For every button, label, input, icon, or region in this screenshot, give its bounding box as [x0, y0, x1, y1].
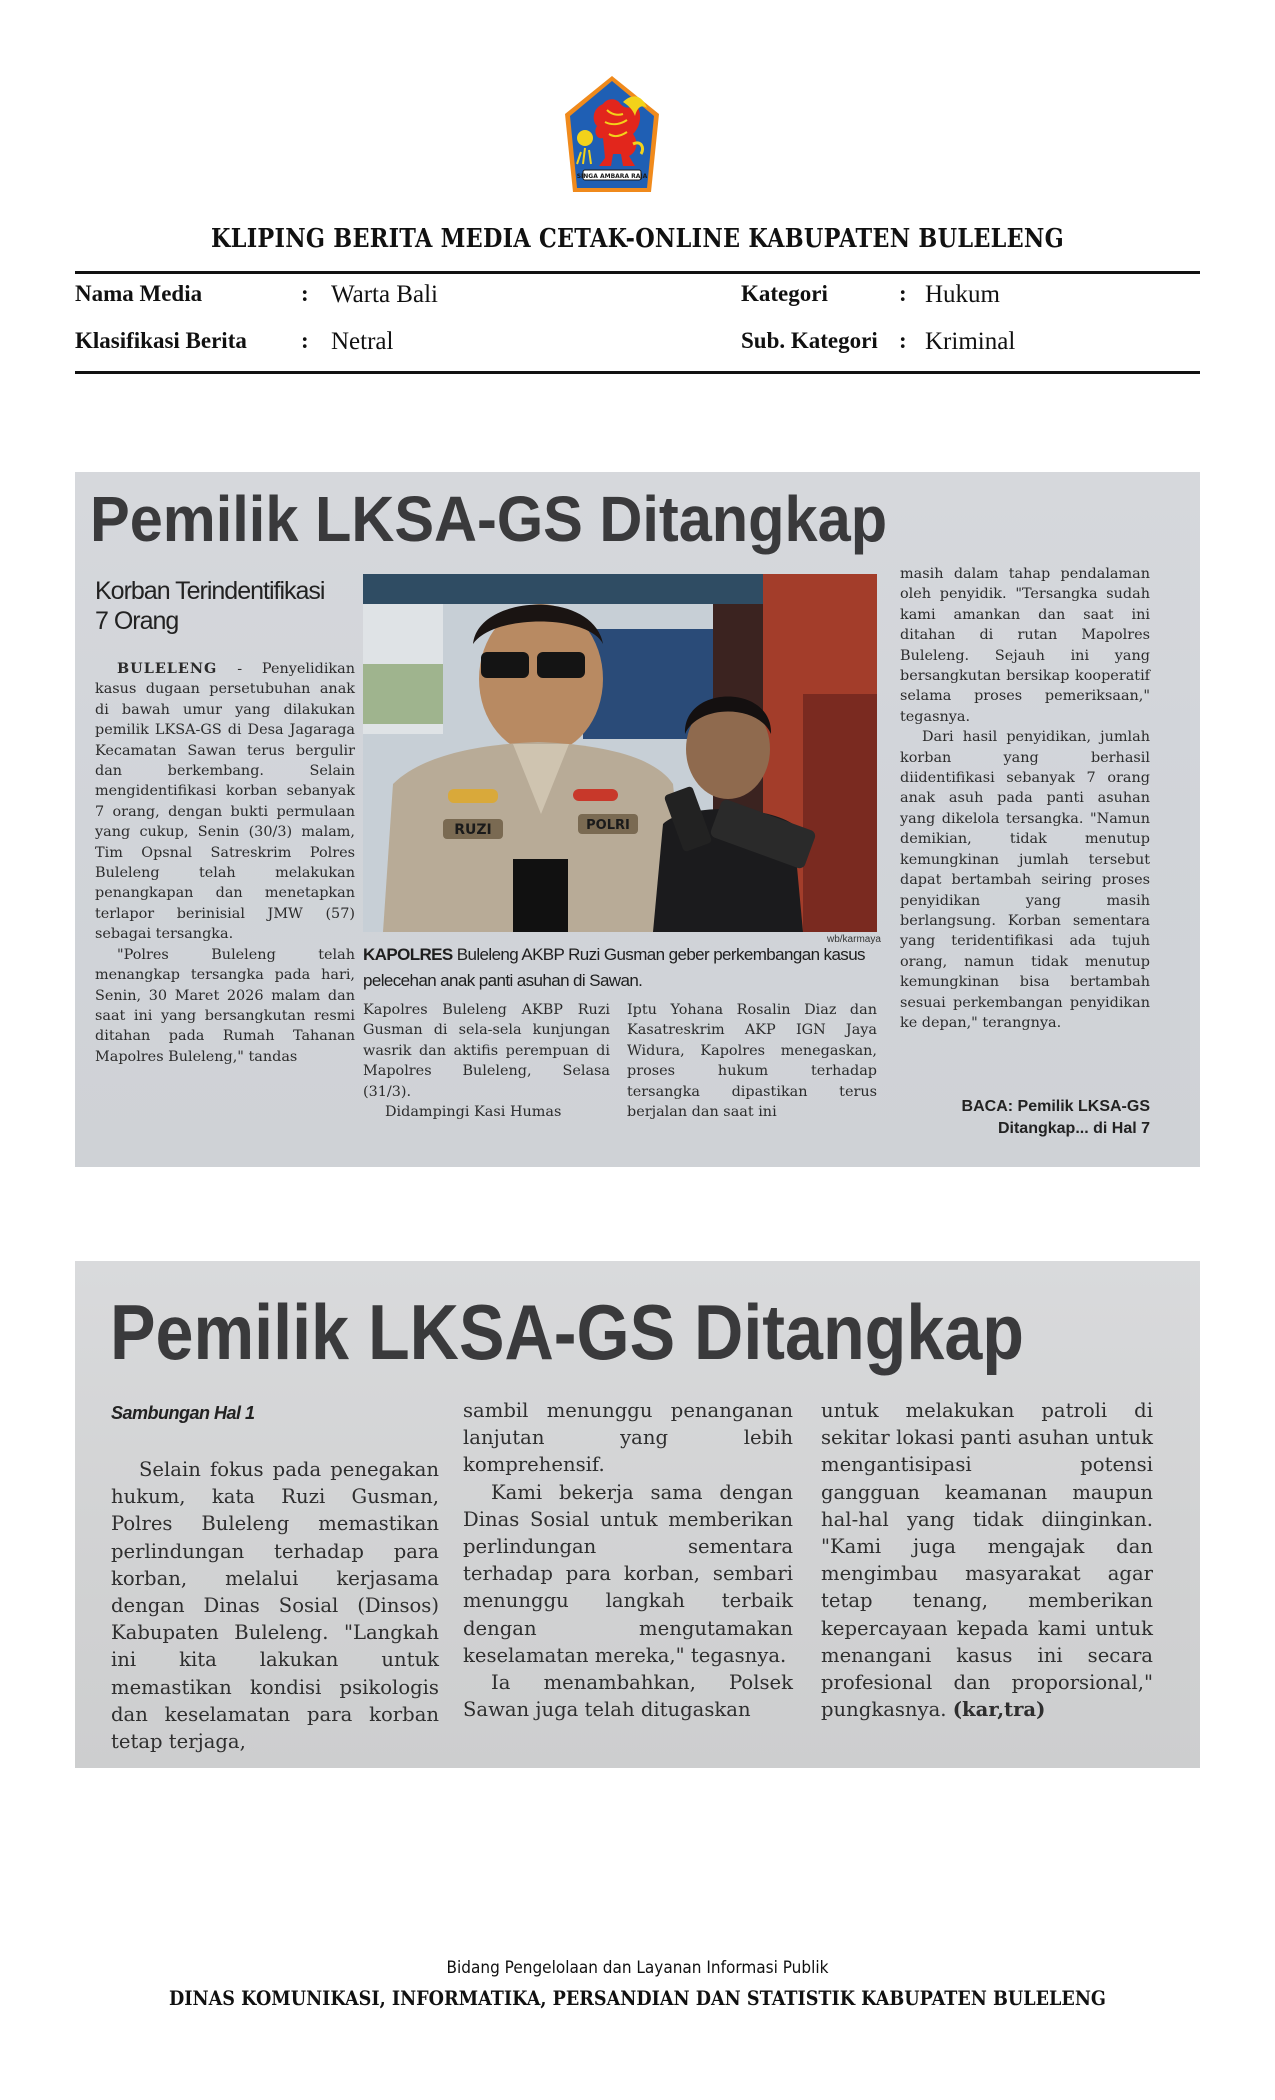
paragraph: "Polres Buleleng telah menangkap tersangka pada hari, Senin, 30 Maret 2026 malam dan saat ini yang bersangkutan resmi ditahan pada Rumah Tahanan Mapolres Buleleng," tandas	[95, 946, 355, 1065]
article-column-4	[900, 564, 1150, 1033]
caption-text: Buleleng AKBP Ruzi Gusman geber perkembangan kasus pelecehan anak panti asuhan di Sawan.	[363, 945, 865, 990]
field-label-sub-kategori: Sub. Kategori	[741, 328, 878, 353]
field-colon: :	[301, 281, 309, 306]
paragraph: - Penyelidikan kasus dugaan persetubuhan anak di bawah umur yang dilakukan pemilik LKSA-GS di Desa Jagaraga Kecamatan Sawan terus bergulir dan berkembang. Selain mengidentifikasi korban sebanyak 7 orang, dengan bukti permulaan yang cukup, Senin (30/3) malam, Tim Opsnal Satreskrim Polres Buleleng telah melakukan penangkapan dan menetapkan terlapor berinisial JMW (57) sebagai tersangka.	[95, 661, 355, 943]
clipping-headline: Pemilik LKSA-GS Ditangkap	[90, 483, 888, 555]
article-column-3	[821, 1397, 1153, 1723]
document-title: KLIPING BERITA MEDIA CETAK-ONLINE KABUPATEN BULELENG	[211, 224, 1064, 254]
header-top-divider	[75, 271, 1200, 274]
subheadline-line: 7 Orang	[95, 607, 179, 635]
paragraph: sambil menunggu penanganan lanjutan yang lebih komprehensif.	[463, 1399, 793, 1477]
field-value-nama-media: Warta Bali	[331, 281, 438, 308]
field-label-kategori: Kategori	[741, 281, 828, 306]
paragraph: untuk melakukan patroli di sekitar lokasi panti asuhan untuk mengantisipasi potensi gangguan keamanan maupun hal-hal yang tidak diinginkan. "Kami juga mengajak dan mengimbau masyarakat agar tetap tenang, memberikan kepercayaan kepada kami untuk menangani kasus ini secara profesional dan proporsional," pungkasnya.	[821, 1399, 1153, 1722]
paragraph: Didampingi Kasi Humas	[385, 1104, 562, 1121]
field-colon: :	[899, 328, 907, 353]
subheadline-line: Korban Terindentifikasi	[95, 577, 325, 605]
paragraph: Kami bekerja sama dengan Dinas Sosial untuk memberikan perlindungan sementara terhadap para korban, sembari menunggu langkah terbaik dengan mengutamakan keselamatan mereka," tegasnya.	[463, 1480, 793, 1667]
field-value-kategori: Hukum	[925, 281, 1000, 308]
paragraph: Selain fokus pada penegakan hukum, kata Ruzi Gusman, Polres Buleleng memastikan perlindungan terhadap para korban, melalui kerjasama dengan Dinas Sosial (Dinsos) Kabupaten Buleleng. "Langkah ini kita lakukan untuk memastikan kondisi psikologis dan keselamatan para korban tetap terjaga,	[111, 1458, 439, 1754]
article-column-1	[111, 1456, 439, 1755]
dateline: BULELENG	[117, 660, 218, 677]
clipping-headline: Pemilik LKSA-GS Ditangkap	[110, 1288, 1024, 1376]
photo-caption	[363, 942, 877, 994]
photo-name-tag: RUZI	[454, 822, 492, 838]
article-column-2	[463, 1397, 793, 1723]
continued-reference-line: BACA: Pemilik LKSA-GS	[961, 1098, 1150, 1115]
paragraph: Kapolres Buleleng AKBP Ruzi Gusman di sela-sela kunjungan wasrik dan aktifis perempuan di Mapolres Buleleng, Selasa (31/3).	[363, 1002, 610, 1100]
photo-unit-tag: POLRI	[586, 818, 630, 833]
byline: (kar,tra)	[952, 1698, 1046, 1722]
caption-lead: KAPOLRES	[363, 945, 453, 964]
continuation-kicker: Sambungan Hal 1	[111, 1403, 255, 1423]
article-column-3	[627, 1000, 877, 1122]
article-column-1	[95, 659, 355, 1067]
news-clipping-front-page	[75, 472, 1200, 1167]
regency-logo	[563, 74, 661, 194]
field-colon: :	[301, 328, 309, 353]
paragraph: Iptu Yohana Rosalin Diaz dan Kasatreskrim AKP IGN Jaya Widura, Kapolres menegaskan, proses hukum terhadap tersangka dipastikan terus berjalan dan saat ini	[627, 1002, 877, 1121]
footer-agency: DINAS KOMUNIKASI, INFORMATIKA, PERSANDIAN DAN STATISTIK KABUPATEN BULELENG	[169, 1986, 1106, 2010]
paragraph: Ia menambahkan, Polsek Sawan juga telah ditugaskan	[463, 1671, 793, 1722]
field-label-nama-media: Nama Media	[75, 281, 203, 306]
photo-kapolres-press-icon	[363, 574, 877, 932]
field-label-klasifikasi-berita: Klasifikasi Berita	[75, 328, 247, 353]
field-colon: :	[899, 281, 907, 306]
continued-reference	[900, 1096, 1150, 1140]
header-bottom-divider	[75, 371, 1200, 374]
news-photo	[363, 574, 877, 932]
article-column-2	[363, 1000, 610, 1122]
field-value-sub-kategori: Kriminal	[925, 328, 1016, 355]
field-value-klasifikasi-berita: Netral	[331, 328, 394, 355]
paragraph: Dari hasil penyidikan, jumlah korban yang berhasil diidentifikasi sebanyak 7 orang anak asuh pada panti asuhan yang dikelola tersangka. "Namun demikian, tidak menutup kemungkinan jumlah tersebut dapat bertambah seiring proses penyidikan yang masih berlangsung. Korban sementara yang teridentifikasi ada tujuh orang, namun tidak menutup kemungkinan bisa bertambah sesuai perkembangan penyidikan ke depan," terangnya.	[900, 729, 1150, 1031]
paragraph: masih dalam tahap pendalaman oleh penyidik. "Tersangka sudah kami amankan dan saat ini ditahan di rutan Mapolres Buleleng. Sejauh ini yang bersangkutan bersikap kooperatif selama proses pemeriksaan," tegasnya.	[900, 566, 1150, 725]
clipping-subheadline	[95, 576, 324, 636]
news-clipping-continuation	[75, 1261, 1200, 1768]
footer-division: Bidang Pengelolaan dan Layanan Informasi Publik	[446, 1958, 829, 1978]
logo-motto: SINGA AMBARA RAJA	[576, 173, 648, 180]
continued-reference-line: Ditangkap... di Hal 7	[997, 1120, 1150, 1137]
singa-ambara-raja-emblem-icon	[563, 74, 661, 194]
photo-credit: wb/karmaya	[827, 934, 881, 945]
